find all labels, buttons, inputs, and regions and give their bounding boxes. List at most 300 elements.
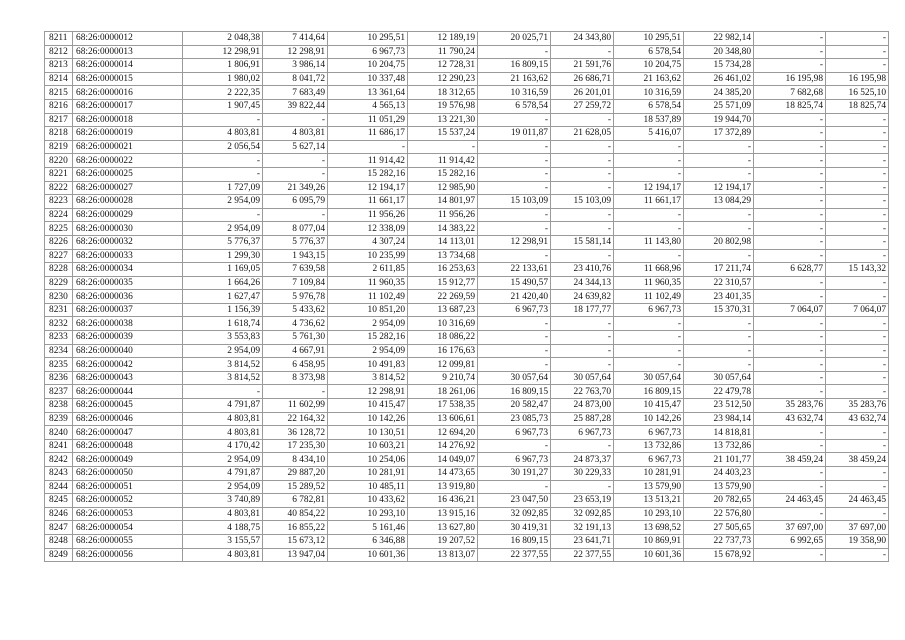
table-row [45,426,889,440]
table-row [45,480,889,494]
value-cell: 24 344,13 [551,276,614,290]
value-cell: 17 538,35 [408,399,478,413]
value-cell: 10 869,91 [614,534,684,548]
row-number-cell: 8217 [45,113,73,127]
value-cell: 11 960,35 [614,276,684,290]
value-cell: 6 967,73 [551,426,614,440]
value-cell: 10 293,10 [614,507,684,521]
value-cell: 1 156,39 [183,303,263,317]
value-cell: 21 420,40 [478,290,551,304]
table-row [45,331,889,345]
table-row [45,521,889,535]
value-cell: - [826,235,889,249]
table-row [45,99,889,113]
value-cell: 16 809,15 [478,59,551,73]
cadastral-code-cell: 68:26:0000029 [73,208,183,222]
value-cell: - [551,140,614,154]
value-cell: - [754,113,826,127]
table-row [45,399,889,413]
value-cell: - [328,140,408,154]
value-cell: - [826,32,889,46]
value-cell: 12 728,31 [408,59,478,73]
value-cell: - [684,167,754,181]
value-cell: - [551,45,614,59]
value-cell: 1 618,74 [183,317,263,331]
table-row [45,344,889,358]
cadastral-code-cell: 68:26:0000030 [73,222,183,236]
value-cell: 24 403,23 [684,467,754,481]
value-cell: 15 282,16 [408,167,478,181]
value-cell: 2 954,09 [183,222,263,236]
row-number-cell: 8241 [45,439,73,453]
value-cell: 22 377,55 [551,548,614,562]
value-cell: - [478,249,551,263]
value-cell: 13 813,07 [408,548,478,562]
value-cell: 21 163,62 [614,72,684,86]
value-cell: - [183,167,263,181]
row-number-cell: 8243 [45,467,73,481]
value-cell: 11 051,29 [328,113,408,127]
value-cell: 21 628,05 [551,127,614,141]
table-row [45,249,889,263]
value-cell: 4 188,75 [183,521,263,535]
value-cell: 13 732,86 [614,439,684,453]
row-number-cell: 8224 [45,208,73,222]
value-cell: - [826,358,889,372]
value-cell: - [263,154,328,168]
value-cell: - [826,290,889,304]
value-cell: 24 873,37 [551,453,614,467]
value-cell: 19 358,90 [826,534,889,548]
value-cell: 12 298,91 [328,385,408,399]
value-cell: - [551,439,614,453]
value-cell: 10 316,59 [614,86,684,100]
value-cell: 5 161,46 [328,521,408,535]
row-number-cell: 8245 [45,494,73,508]
value-cell: - [754,290,826,304]
value-cell: 10 415,47 [328,399,408,413]
value-cell: - [684,208,754,222]
table-row [45,208,889,222]
row-number-cell: 8226 [45,235,73,249]
table-row [45,453,889,467]
value-cell: 36 128,72 [263,426,328,440]
cadastral-code-cell: 68:26:0000043 [73,371,183,385]
value-cell: 22 737,73 [684,534,754,548]
table-row [45,140,889,154]
cadastral-code-cell: 68:26:0000051 [73,480,183,494]
value-cell: 11 143,80 [614,235,684,249]
value-cell: 12 189,19 [408,32,478,46]
value-cell: - [826,507,889,521]
value-cell: 18 825,74 [826,99,889,113]
value-cell: 16 195,98 [826,72,889,86]
value-cell: - [754,127,826,141]
value-cell: - [826,208,889,222]
data-table [44,31,889,562]
value-cell: 12 099,81 [408,358,478,372]
value-cell: 6 967,73 [614,303,684,317]
cadastral-code-cell: 68:26:0000048 [73,439,183,453]
value-cell: - [478,154,551,168]
value-cell: 13 915,16 [408,507,478,521]
value-cell: 6 628,77 [754,263,826,277]
value-cell: 12 298,91 [478,235,551,249]
row-number-cell: 8228 [45,263,73,277]
value-cell: 7 064,07 [826,303,889,317]
value-cell: - [826,140,889,154]
value-cell: - [826,385,889,399]
value-cell: - [754,371,826,385]
value-cell: 6 782,81 [263,494,328,508]
value-cell: - [478,344,551,358]
value-cell: 13 513,21 [614,494,684,508]
row-number-cell: 8212 [45,45,73,59]
cadastral-code-cell: 68:26:0000044 [73,385,183,399]
value-cell: 18 825,74 [754,99,826,113]
value-cell: - [478,181,551,195]
value-cell: 15 734,28 [684,59,754,73]
value-cell: 3 553,83 [183,331,263,345]
value-cell: 15 143,32 [826,263,889,277]
value-cell: 30 057,64 [684,371,754,385]
value-cell: - [408,140,478,154]
row-number-cell: 8232 [45,317,73,331]
value-cell: 20 782,65 [684,494,754,508]
value-cell: 4 803,81 [183,548,263,562]
value-cell: - [826,548,889,562]
value-cell: - [551,181,614,195]
value-cell: 11 956,26 [328,208,408,222]
row-number-cell: 8248 [45,534,73,548]
value-cell: - [826,344,889,358]
value-cell: - [826,467,889,481]
value-cell: 6 458,95 [263,358,328,372]
value-cell: 7 683,49 [263,86,328,100]
value-cell: - [263,167,328,181]
value-cell: - [551,480,614,494]
value-cell: - [684,222,754,236]
row-number-cell: 8213 [45,59,73,73]
cadastral-code-cell: 68:26:0000040 [73,344,183,358]
value-cell: 13 221,30 [408,113,478,127]
value-cell: - [754,344,826,358]
value-cell: 15 103,09 [478,195,551,209]
value-cell: - [263,385,328,399]
value-cell: 17 211,74 [684,263,754,277]
value-cell: - [754,222,826,236]
value-cell: 10 254,06 [328,453,408,467]
value-cell: 16 436,21 [408,494,478,508]
value-cell: - [826,249,889,263]
value-cell: - [826,45,889,59]
row-number-cell: 8239 [45,412,73,426]
cadastral-code-cell: 68:26:0000045 [73,399,183,413]
value-cell: 29 887,20 [263,467,328,481]
value-cell: - [826,222,889,236]
value-cell: - [478,358,551,372]
value-cell: 14 473,65 [408,467,478,481]
cadastral-code-cell: 68:26:0000019 [73,127,183,141]
value-cell: - [754,507,826,521]
value-cell: 6 967,73 [478,453,551,467]
value-cell: 26 461,02 [684,72,754,86]
value-cell: - [614,154,684,168]
cadastral-code-cell: 68:26:0000027 [73,181,183,195]
value-cell: 2 222,35 [183,86,263,100]
value-cell: 4 307,24 [328,235,408,249]
value-cell: 20 582,47 [478,399,551,413]
value-cell: 7 414,64 [263,32,328,46]
value-cell: - [614,140,684,154]
value-cell: - [754,59,826,73]
value-cell: - [754,358,826,372]
value-cell: 1 664,26 [183,276,263,290]
value-cell: 19 576,98 [408,99,478,113]
table-row [45,181,889,195]
row-number-cell: 8249 [45,548,73,562]
value-cell: 27 505,65 [684,521,754,535]
value-cell: 4 803,81 [183,127,263,141]
value-cell: 16 809,15 [614,385,684,399]
value-cell: - [754,140,826,154]
value-cell: 4 803,81 [183,426,263,440]
value-cell: 15 673,12 [263,534,328,548]
table-row [45,235,889,249]
value-cell: - [754,208,826,222]
value-cell: 7 109,84 [263,276,328,290]
value-cell: 4 667,91 [263,344,328,358]
value-cell: 14 801,97 [408,195,478,209]
value-cell: 10 295,51 [614,32,684,46]
value-cell: - [551,154,614,168]
value-cell: - [478,331,551,345]
value-cell: - [826,426,889,440]
value-cell: - [826,371,889,385]
value-cell: 38 459,24 [754,453,826,467]
value-cell: 15 289,52 [263,480,328,494]
cadastral-code-cell: 68:26:0000047 [73,426,183,440]
value-cell: 13 627,80 [408,521,478,535]
value-cell: 3 814,52 [183,358,263,372]
table-row [45,154,889,168]
value-cell: 12 194,17 [614,181,684,195]
value-cell: - [684,249,754,263]
value-cell: 14 383,22 [408,222,478,236]
value-cell: 13 919,80 [408,480,478,494]
value-cell: 3 155,57 [183,534,263,548]
value-cell: - [551,344,614,358]
value-cell: 7 639,58 [263,263,328,277]
cadastral-code-cell: 68:26:0000039 [73,331,183,345]
value-cell: - [684,154,754,168]
value-cell: 32 191,13 [551,521,614,535]
table-row [45,222,889,236]
value-cell: 11 960,35 [328,276,408,290]
table-row [45,127,889,141]
value-cell: 20 025,71 [478,32,551,46]
cadastral-code-cell: 68:26:0000046 [73,412,183,426]
value-cell: 13 698,52 [614,521,684,535]
value-cell: - [551,331,614,345]
value-cell: - [826,276,889,290]
value-cell: 16 176,63 [408,344,478,358]
value-cell: 24 463,45 [754,494,826,508]
table-row [45,276,889,290]
cadastral-code-cell: 68:26:0000050 [73,467,183,481]
row-number-cell: 8230 [45,290,73,304]
value-cell: - [478,167,551,181]
value-cell: 11 790,24 [408,45,478,59]
value-cell: 18 261,06 [408,385,478,399]
value-cell: - [478,439,551,453]
value-cell: 22 479,78 [684,385,754,399]
value-cell: 6 578,54 [614,45,684,59]
value-cell: 13 579,90 [614,480,684,494]
value-cell: 10 491,83 [328,358,408,372]
value-cell: 6 967,73 [478,426,551,440]
value-cell: 16 855,22 [263,521,328,535]
row-number-cell: 8222 [45,181,73,195]
cadastral-code-cell: 68:26:0000049 [73,453,183,467]
value-cell: 35 283,76 [754,399,826,413]
value-cell: - [551,358,614,372]
cadastral-code-cell: 68:26:0000017 [73,99,183,113]
value-cell: 23 085,73 [478,412,551,426]
value-cell: 12 338,09 [328,222,408,236]
value-cell: 15 103,09 [551,195,614,209]
value-cell: - [754,154,826,168]
value-cell: 9 210,74 [408,371,478,385]
value-cell: - [183,385,263,399]
cadastral-code-cell: 68:26:0000052 [73,494,183,508]
value-cell: - [614,317,684,331]
row-number-cell: 8221 [45,167,73,181]
value-cell: 43 632,74 [826,412,889,426]
value-cell: 7 064,07 [754,303,826,317]
value-cell: 5 976,78 [263,290,328,304]
value-cell: 5 761,30 [263,331,328,345]
value-cell: 14 113,01 [408,235,478,249]
value-cell: 24 873,00 [551,399,614,413]
table-row [45,439,889,453]
value-cell: 6 967,73 [328,45,408,59]
value-cell: - [826,113,889,127]
value-cell: - [183,113,263,127]
value-cell: 4 803,81 [183,412,263,426]
cadastral-code-cell: 68:26:0000014 [73,59,183,73]
cadastral-code-cell: 68:26:0000038 [73,317,183,331]
value-cell: 14 818,81 [684,426,754,440]
cadastral-code-cell: 68:26:0000055 [73,534,183,548]
value-cell: - [754,249,826,263]
value-cell: 21 349,26 [263,181,328,195]
row-number-cell: 8225 [45,222,73,236]
value-cell: 4 803,81 [183,507,263,521]
value-cell: 10 142,26 [614,412,684,426]
value-cell: 6 578,54 [478,99,551,113]
value-cell: 32 092,85 [551,507,614,521]
value-cell: - [826,154,889,168]
table-row [45,113,889,127]
row-number-cell: 8214 [45,72,73,86]
value-cell: 14 049,07 [408,453,478,467]
table-row [45,263,889,277]
row-number-cell: 8235 [45,358,73,372]
value-cell: 30 057,64 [614,371,684,385]
value-cell: 4 170,42 [183,439,263,453]
value-cell: 13 606,61 [408,412,478,426]
value-cell: - [754,548,826,562]
table-row [45,412,889,426]
table-row [45,59,889,73]
value-cell: 10 281,91 [328,467,408,481]
value-cell: 13 947,04 [263,548,328,562]
value-cell: 40 854,22 [263,507,328,521]
value-cell: 23 653,19 [551,494,614,508]
value-cell: 22 269,59 [408,290,478,304]
value-cell: - [684,331,754,345]
value-cell: 15 581,14 [551,235,614,249]
value-cell: 22 763,70 [551,385,614,399]
row-number-cell: 8219 [45,140,73,154]
value-cell: 27 259,72 [551,99,614,113]
value-cell: 12 290,23 [408,72,478,86]
value-cell: 11 602,99 [263,399,328,413]
table-row [45,534,889,548]
value-cell: 12 985,90 [408,181,478,195]
value-cell: - [754,195,826,209]
value-cell: 17 372,89 [684,127,754,141]
value-cell: 18 537,89 [614,113,684,127]
value-cell: 5 627,14 [263,140,328,154]
table-row [45,45,889,59]
row-number-cell: 8237 [45,385,73,399]
value-cell: - [614,208,684,222]
value-cell: 2 954,09 [328,344,408,358]
value-cell: 4 803,81 [263,127,328,141]
value-cell: 25 887,28 [551,412,614,426]
value-cell: 23 512,50 [684,399,754,413]
value-cell: 8 373,98 [263,371,328,385]
value-cell: - [478,480,551,494]
value-cell: 26 686,71 [551,72,614,86]
value-cell: 12 694,20 [408,426,478,440]
value-cell: 3 740,89 [183,494,263,508]
value-cell: 22 310,57 [684,276,754,290]
value-cell: 6 578,54 [614,99,684,113]
value-cell: 18 177,77 [551,303,614,317]
value-cell: 1 907,45 [183,99,263,113]
table-row [45,385,889,399]
value-cell: 14 276,92 [408,439,478,453]
value-cell: 22 576,80 [684,507,754,521]
cadastral-code-cell: 68:26:0000042 [73,358,183,372]
cadastral-code-cell: 68:26:0000018 [73,113,183,127]
value-cell: 23 641,71 [551,534,614,548]
value-cell: 43 632,74 [754,412,826,426]
value-cell: 19 011,87 [478,127,551,141]
value-cell: 2 056,54 [183,140,263,154]
cadastral-code-cell: 68:26:0000034 [73,263,183,277]
value-cell: 23 410,76 [551,263,614,277]
table-row [45,86,889,100]
value-cell: 10 316,59 [478,86,551,100]
value-cell: 13 361,64 [328,86,408,100]
value-cell: 20 802,98 [684,235,754,249]
value-cell: 10 316,69 [408,317,478,331]
value-cell: 11 956,26 [408,208,478,222]
